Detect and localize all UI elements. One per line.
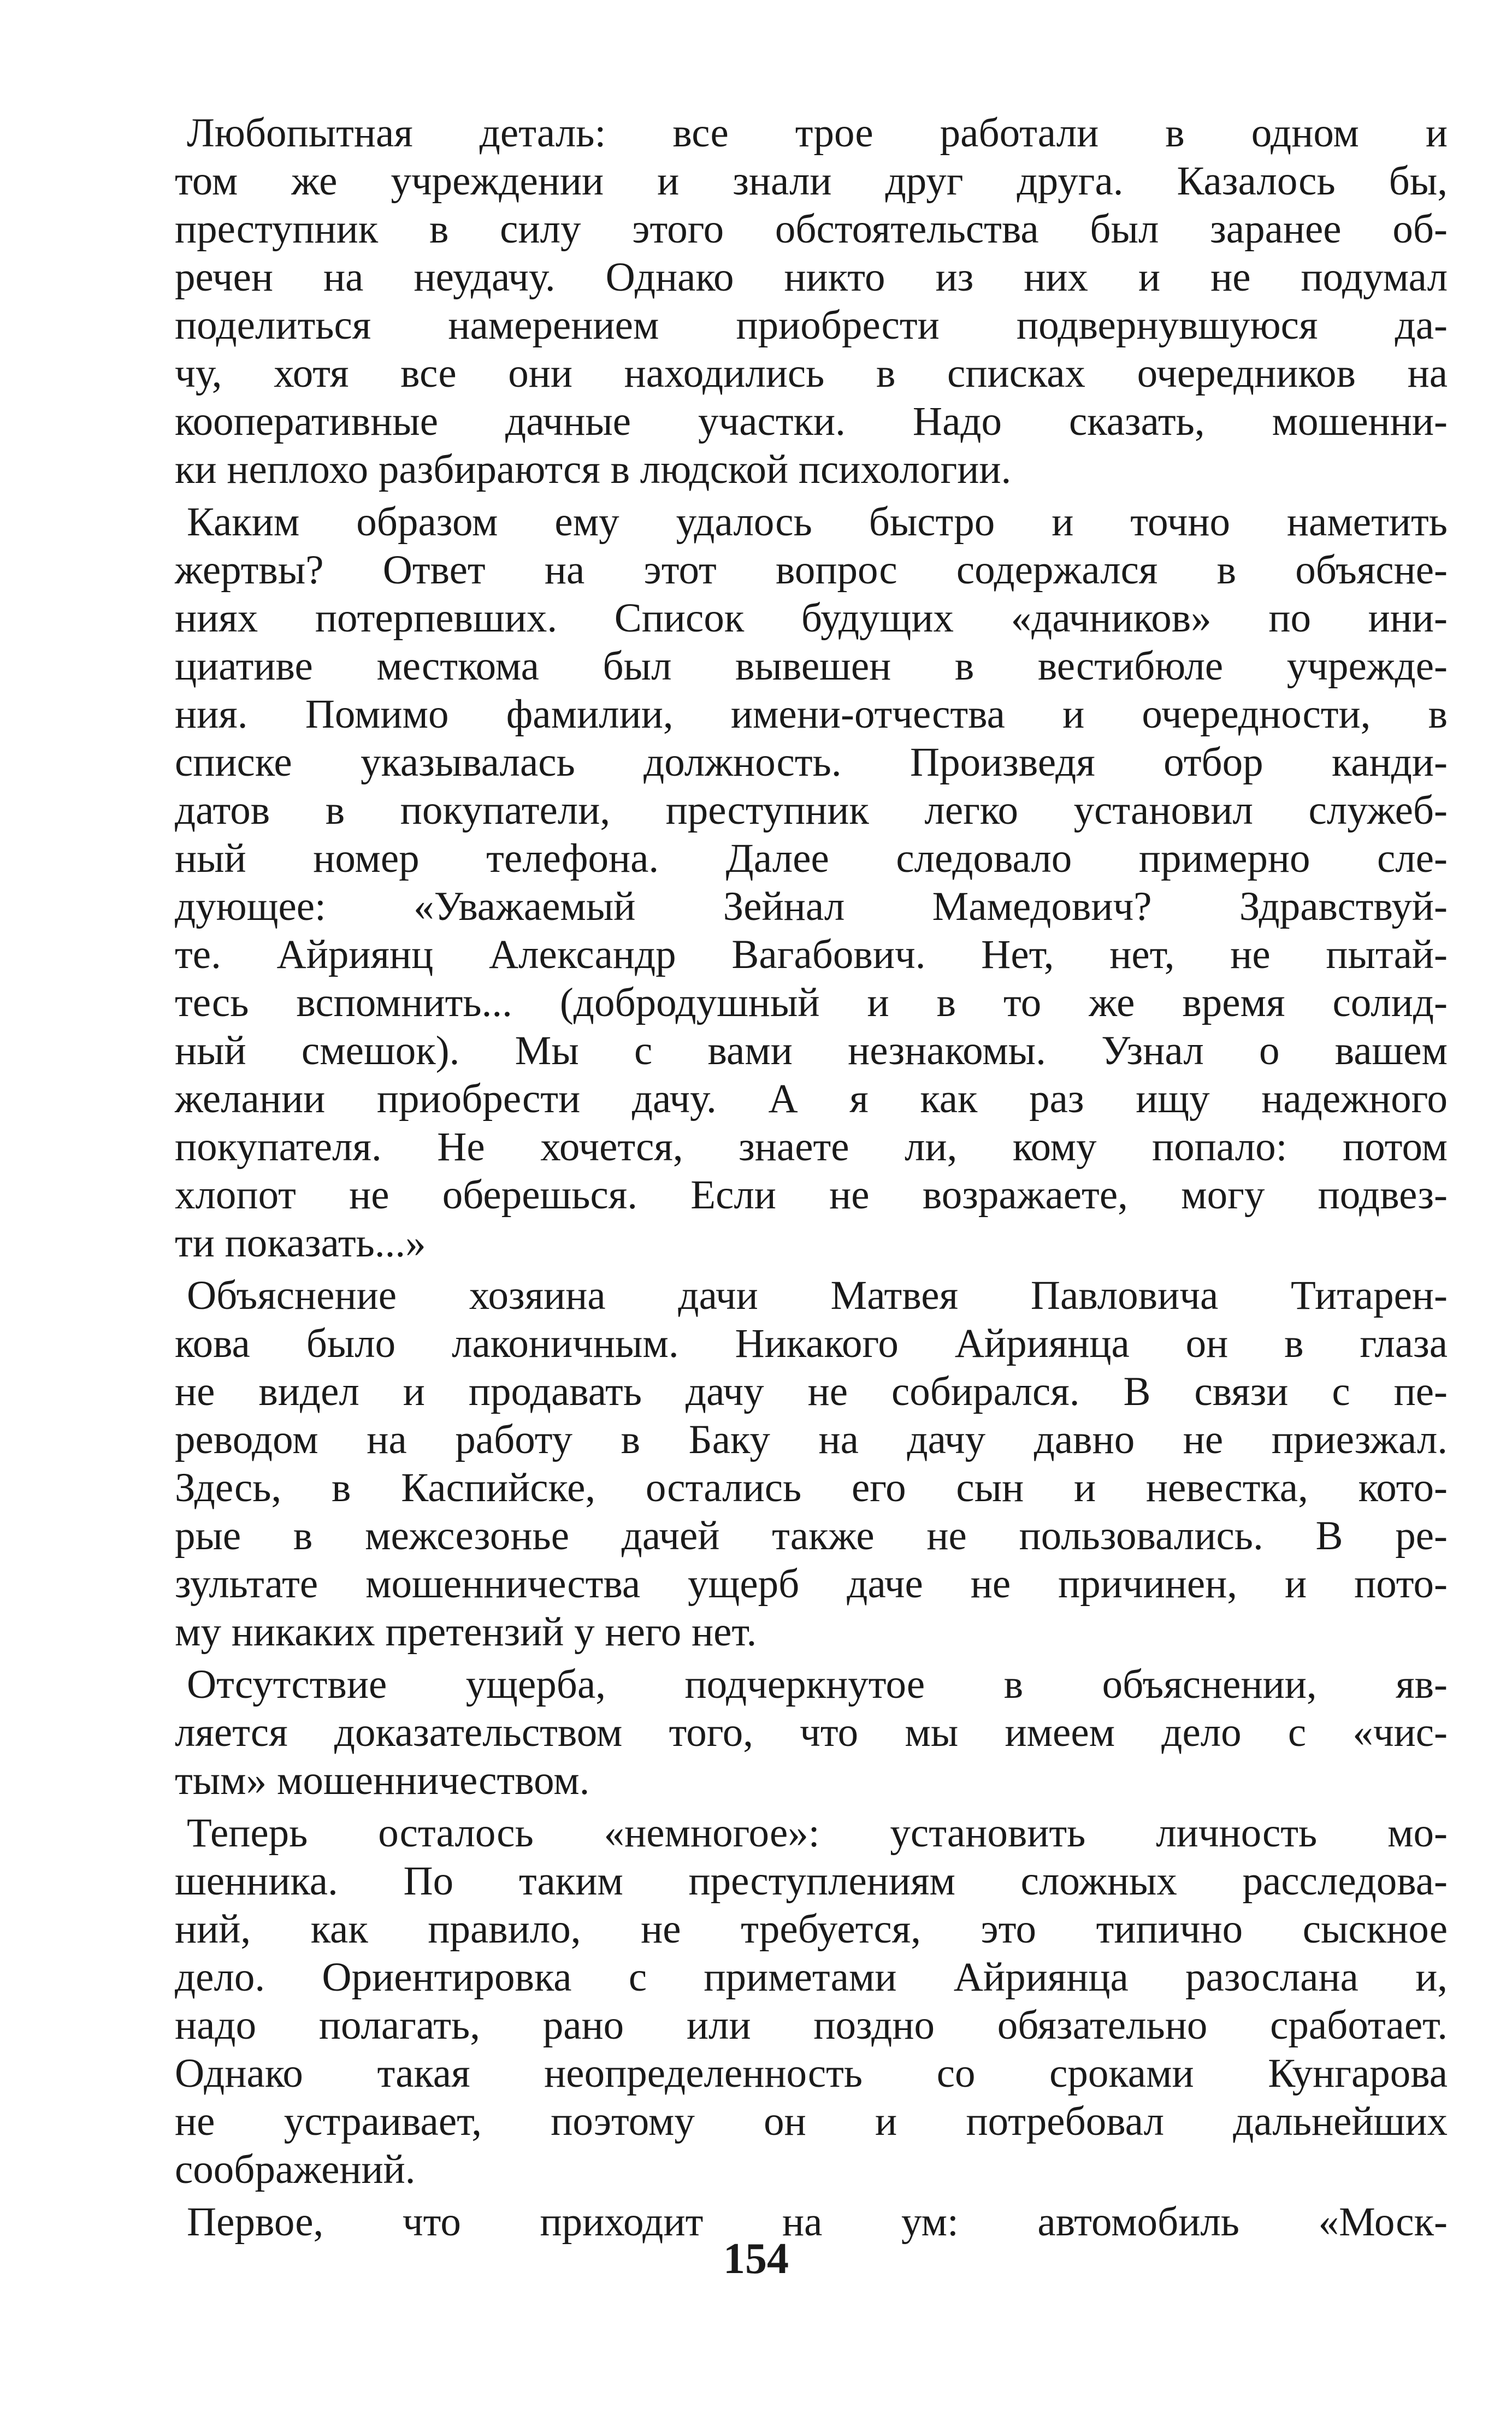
text-line: ниях потерпевших. Список будущих «дачников» по ини- — [175, 595, 1448, 641]
text-line: дующее: «Уважаемый Зейнал Мамедович? Здравствуй- — [175, 884, 1448, 929]
text-line: те. Айриянц Александр Вагабович. Нет, нет, не пытай- — [175, 932, 1448, 977]
text-line: хлопот не оберешься. Если не возражаете, могу подвез- — [175, 1172, 1448, 1218]
text-line: Здесь, в Каспийске, остались его сын и невестка, кото- — [175, 1465, 1448, 1510]
text-line: кова было лаконичным. Никакого Айриянца он в глаза — [175, 1321, 1448, 1366]
paragraph-3 — [175, 1272, 1448, 1656]
text-line: шенника. По таким преступлениям сложных расследова- — [175, 1858, 1448, 1904]
text-line: Любопытная деталь: все трое работали в одном и — [187, 110, 1448, 156]
text-line: поделиться намерением приобрести подвернувшуюся да- — [175, 303, 1448, 348]
text-line: Каким образом ему удалось быстро и точно наметить — [187, 499, 1448, 545]
text-line: надо полагать, рано или поздно обязательно сработает. — [175, 2003, 1448, 2048]
text-column — [175, 109, 1448, 2251]
text-line: ный номер телефона. Далее следовало примерно сле- — [175, 836, 1448, 881]
text-line: ния. Помимо фамилии, имени-отчества и очередности, в — [175, 692, 1448, 737]
text-line: тым» мошенничеством. — [175, 1758, 590, 1803]
page-number: 154 — [723, 2235, 789, 2283]
text-line: рые в межсезонье дачей также не пользовались. В ре- — [175, 1513, 1448, 1559]
text-line: Отсутствие ущерба, подчеркнутое в объяснении, яв- — [187, 1662, 1448, 1707]
paragraph-1 — [175, 109, 1448, 494]
text-line: соображений. — [175, 2147, 416, 2192]
text-line: не устраивает, поэтому он и потребовал дальнейших — [175, 2099, 1448, 2144]
paragraph-2 — [175, 498, 1448, 1267]
paragraph-5 — [175, 1809, 1448, 2194]
text-line: Однако такая неопределенность со сроками Кунгарова — [175, 2051, 1448, 2096]
text-line: ляется доказательством того, что мы имеем дело с «чис- — [175, 1710, 1448, 1755]
text-line: желании приобрести дачу. А я как раз ищу надежного — [175, 1076, 1448, 1122]
paragraph-4 — [175, 1661, 1448, 1805]
text-line: ный смешок). Мы с вами незнакомы. Узнал о вашем — [175, 1028, 1448, 1073]
text-line: жертвы? Ответ на этот вопрос содержался в объясне- — [175, 547, 1448, 593]
text-line: списке указывалась должность. Произведя отбор канди- — [175, 740, 1448, 785]
text-line: ти показать...» — [175, 1220, 426, 1266]
text-line: Первое, что приходит на ум: автомобиль «Моск- — [187, 2199, 1448, 2245]
text-line: преступник в силу этого обстоятельства был заранее об- — [175, 206, 1448, 252]
text-line: зультате мошенничества ущерб даче не причинен, и пото- — [175, 1561, 1448, 1607]
text-line: Объяснение хозяина дачи Матвея Павловича Титарен- — [187, 1273, 1448, 1318]
text-line: циативе месткома был вывешен в вестибюле учрежде- — [175, 644, 1448, 689]
text-line: покупателя. Не хочется, знаете ли, кому попало: потом — [175, 1124, 1448, 1170]
text-line: кооперативные дачные участки. Надо сказать, мошенни- — [175, 399, 1448, 444]
text-line: реводом на работу в Баку на дачу давно не приезжал. — [175, 1417, 1448, 1462]
text-line: том же учреждении и знали друг друга. Казалось бы, — [175, 158, 1448, 204]
text-line: речен на неудачу. Однако никто из них и не подумал — [175, 255, 1448, 300]
text-line: ки неплохо разбираются в людской психологии. — [175, 447, 1012, 492]
text-line: тесь вспомнить... (добродушный и в то же время солид- — [175, 980, 1448, 1025]
text-line: чу, хотя все они находились в списках очередников на — [175, 351, 1448, 396]
text-line: Теперь осталось «немногое»: установить личность мо- — [187, 1810, 1448, 1856]
text-line: ний, как правило, не требуется, это типично сыскное — [175, 1907, 1448, 1952]
text-line: дело. Ориентировка с приметами Айриянца разослана и, — [175, 1955, 1448, 2000]
text-line: не видел и продавать дачу не собирался. В связи с пе- — [175, 1369, 1448, 1414]
text-line: му никаких претензий у него нет. — [175, 1609, 757, 1655]
text-line: датов в покупатели, преступник легко установил служеб- — [175, 788, 1448, 833]
